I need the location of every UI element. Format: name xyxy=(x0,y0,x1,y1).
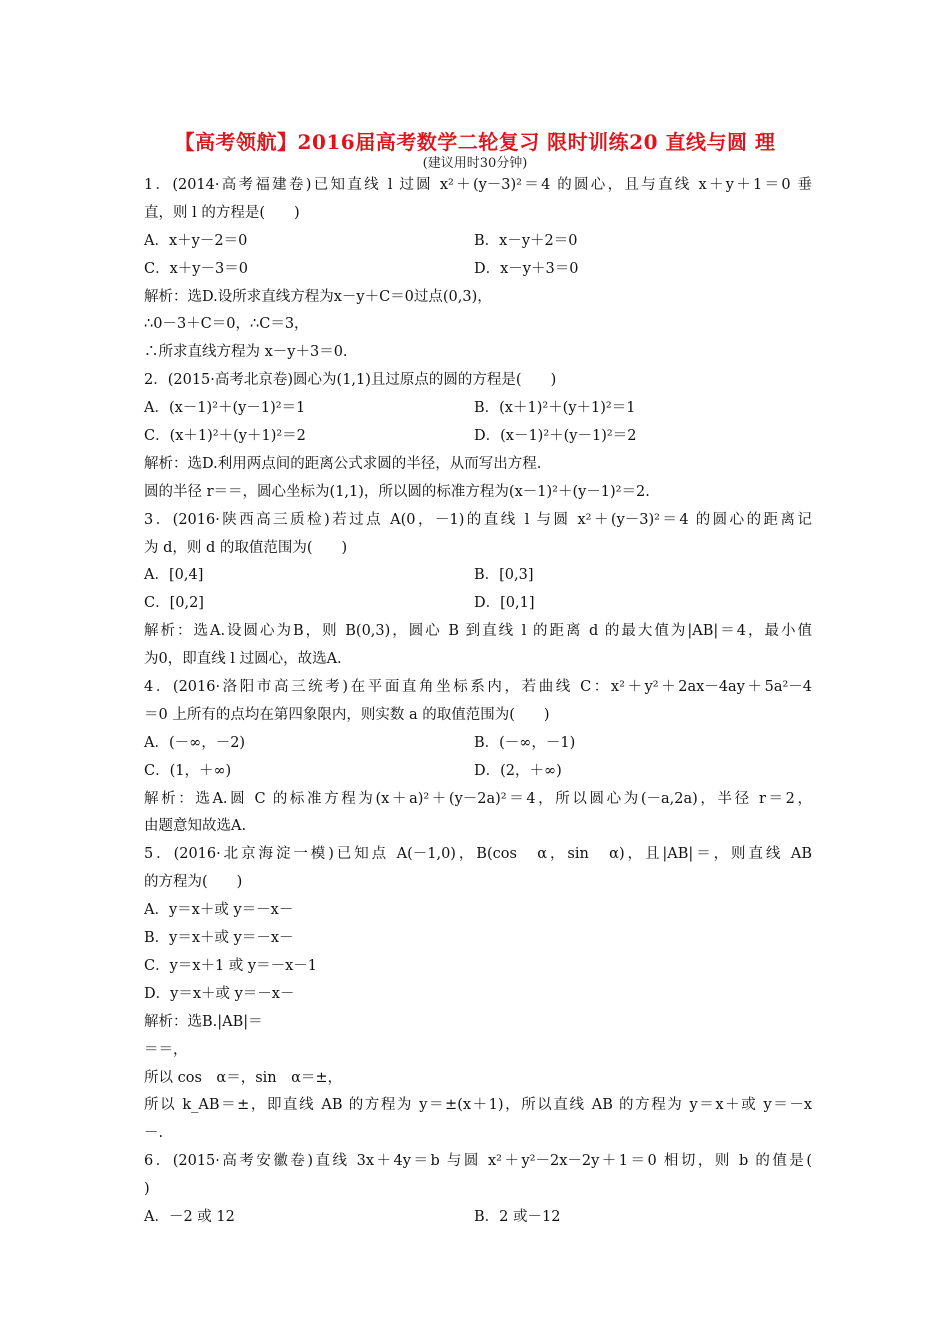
q4-solution-line-2: 由题意知故选A. xyxy=(144,818,247,835)
q1-option-d: D．x－y＋3＝0 xyxy=(474,260,579,277)
q1-solution-line-1: 解析：选D.设所求直线方程为x－y＋C＝0过点(0,3)， xyxy=(144,288,492,305)
q4-option-d: D．(2，＋∞) xyxy=(474,762,562,779)
q5-solution-line-4: 所以 k_AB＝±，即直线 AB 的方程为 y＝±(x＋1)，所以直线 AB 的方程为 y＝x＋或 y＝－x xyxy=(144,1097,812,1114)
q3-solution-line-2: 为0，即直线 l 过圆心，故选A. xyxy=(144,651,342,668)
q1-solution-line-2: ∴0－3＋C＝0，∴C＝3， xyxy=(144,316,309,333)
q4-options-row-2 xyxy=(144,758,812,786)
q2-options-row-2 xyxy=(144,423,812,451)
document-body xyxy=(144,172,812,1232)
q3-option-a: A．[0,4] xyxy=(144,567,204,584)
q2-solution-line-2: 圆的半径 r＝＝，圆心坐标为(1,1)，所以圆的标准方程为(x－1)²＋(y－1)²＝2. xyxy=(144,483,650,500)
q5-solution-line-2: ＝＝， xyxy=(144,1041,188,1058)
q6-options-row-1 xyxy=(144,1204,812,1232)
q1-option-c: C．x＋y－3＝0 xyxy=(144,260,248,277)
q6-stem-line-2: ) xyxy=(144,1181,150,1198)
q5-solution-line-1: 解析：选B.|AB|＝ xyxy=(144,1013,263,1030)
q2-option-d: D．(x－1)²＋(y－1)²＝2 xyxy=(474,428,637,445)
q4-options-row-1 xyxy=(144,730,812,758)
q4-option-b: B．(－∞，－1) xyxy=(474,734,576,751)
q3-stem-line-1: 3．(2016·陕西高三质检)若过点 A(0，－1)的直线 l 与圆 x²＋(y－3)²＝4 的圆心的距离记 xyxy=(144,511,812,528)
q2-solution-line-1: 解析：选D.利用两点间的距离公式求圆的半径，从而写出方程. xyxy=(144,455,542,472)
q4-option-a: A．(－∞，－2) xyxy=(144,734,246,751)
q3-solution-line-1: 解析：选A.设圆心为B，则 B(0,3)，圆心 B 到直线 l 的距离 d 的最大值为|AB|＝4，最小值 xyxy=(144,623,812,640)
q1-option-b: B．x－y＋2＝0 xyxy=(474,232,578,249)
q6-option-a: A．－2 或 12 xyxy=(144,1208,235,1225)
q3-option-c: C．[0,2] xyxy=(144,595,204,612)
q5-solution-line-5: －. xyxy=(144,1125,164,1142)
q3-option-b: B．[0,3] xyxy=(474,567,534,584)
q6-option-b: B．2 或－12 xyxy=(474,1208,561,1225)
q1-options-row-1 xyxy=(144,228,812,256)
q5-option-a: A．y＝x＋或 y＝－x－ xyxy=(144,902,294,919)
q2-options-row-1 xyxy=(144,395,812,423)
q5-option-d: D．y＝x＋或 y＝－x－ xyxy=(144,985,295,1002)
q1-stem-line-1: 1．(2014·高考福建卷)已知直线 l 过圆 x²＋(y－3)²＝4 的圆心，且与直线 x＋y＋1＝0 垂 xyxy=(144,177,812,193)
q4-stem-line-2: ＝0 上所有的点均在第四象限内，则实数 a 的取值范围为( ) xyxy=(144,706,550,723)
document-title: 【高考领航】2016届高考数学二轮复习 限时训练20 直线与圆 理 xyxy=(174,130,776,154)
q3-stem-line-2: 为 d，则 d 的取值范围为( ) xyxy=(144,539,348,556)
q5-stem-line-1: 5．(2016·北京海淀一模)已知点 A(－1,0)，B(cos α，sin α)，且|AB|＝，则直线 AB xyxy=(144,846,812,863)
q4-stem-line-1: 4．(2016·洛阳市高三统考)在平面直角坐标系内，若曲线 C：x²＋y²＋2ax－4ay＋5a²－4 xyxy=(144,679,812,696)
q3-options-row-1 xyxy=(144,562,812,590)
q3-options-row-2 xyxy=(144,590,812,618)
q1-option-a: A．x＋y－2＝0 xyxy=(144,232,248,249)
q3-option-d: D．[0,1] xyxy=(474,595,535,612)
q6-stem-line-1: 6．(2015·高考安徽卷)直线 3x＋4y＝b 与圆 x²＋y²－2x－2y＋1＝0 相切，则 b 的值是( xyxy=(144,1153,812,1170)
q5-stem-line-2: 的方程为( ) xyxy=(144,874,243,891)
q2-option-c: C．(x＋1)²＋(y＋1)²＝2 xyxy=(144,428,306,445)
q1-stem-line-2: 直，则 l 的方程是( ) xyxy=(144,204,300,221)
q1-options-row-2 xyxy=(144,256,812,284)
q5-option-b: B．y＝x＋或 y＝－x－ xyxy=(144,930,294,947)
q5-option-c: C．y＝x＋1 或 y＝－x－1 xyxy=(144,957,318,974)
q2-option-b: B．(x＋1)²＋(y＋1)²＝1 xyxy=(474,400,636,417)
q2-option-a: A．(x－1)²＋(y－1)²＝1 xyxy=(144,400,306,417)
q2-stem-line-1: 2．(2015·高考北京卷)圆心为(1,1)且过原点的圆的方程是( ) xyxy=(144,372,557,389)
q4-option-c: C．(1，＋∞) xyxy=(144,762,232,779)
time-suggestion: (建议用时30分钟) xyxy=(422,156,528,171)
q1-solution-line-3: ∴所求直线方程为 x－y＋3＝0. xyxy=(144,344,348,361)
q4-solution-line-1: 解析：选A.圆 C 的标准方程为(x＋a)²＋(y－2a)²＝4，所以圆心为(－a,2a)，半径 r＝2， xyxy=(144,790,812,807)
q5-solution-line-3: 所以 cos α＝，sin α＝±， xyxy=(144,1069,343,1086)
